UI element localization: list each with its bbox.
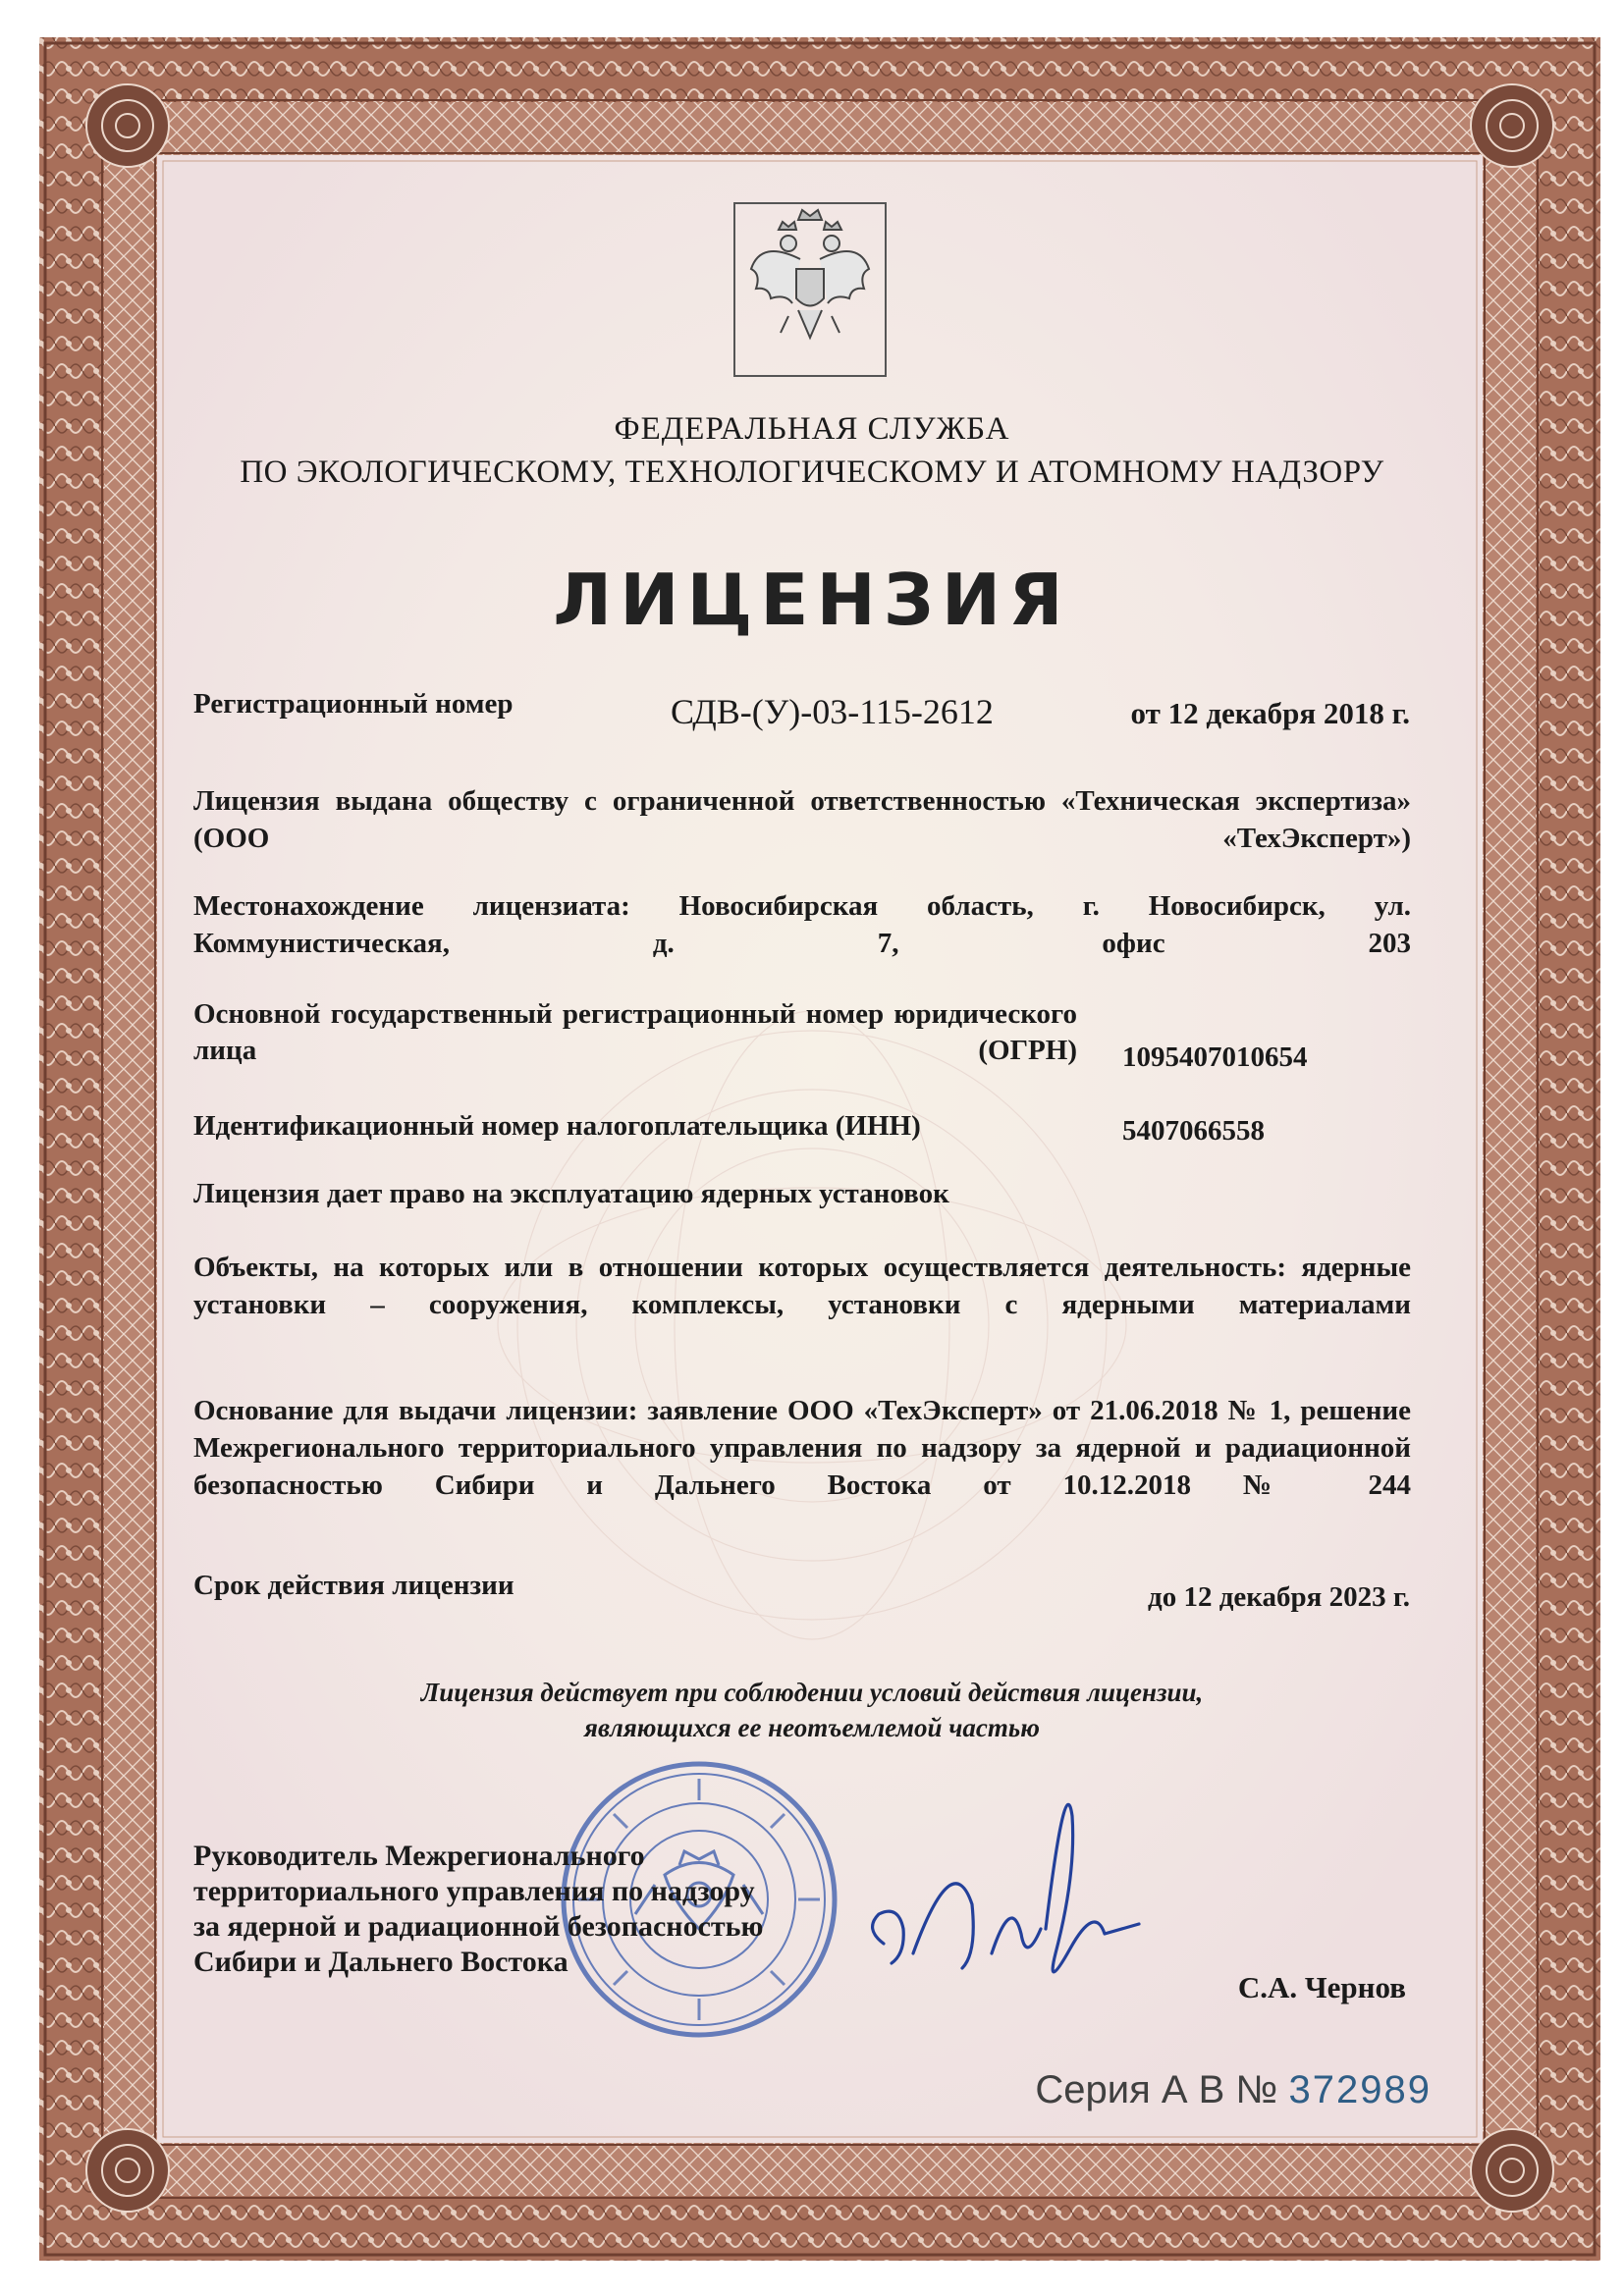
signer-name: С.А. Чернов <box>1237 1970 1406 2004</box>
signer-position-line2: территориального управления по надзору <box>193 1875 755 1907</box>
registration-date: от 12 декабря 2018 г. <box>1130 696 1410 730</box>
conditions-line2: являющихся ее неотъемлемой частью <box>584 1713 1040 1742</box>
serial-number-value: 372989 <box>1288 2068 1432 2111</box>
license-right: Лицензия дает право на эксплуатацию ядерных установок <box>193 1178 949 1209</box>
objects-paragraph: Объекты, на которых или в отношении которых осуществляется деятельность: ядерные установки – сооружения, комплексы, установки с ядерными материалами <box>193 1252 1411 1320</box>
signer-position-line3: за ядерной и радиационной безопасностью <box>193 1910 764 1943</box>
ogrn-value: 1095407010654 <box>1122 1041 1308 1073</box>
ogrn-label: Основной государственный регистрационный номер юридического лица (ОГРН) <box>193 998 1077 1066</box>
registration-number-value: СДВ-(У)-03-115-2612 <box>671 692 994 731</box>
conditions-line1: Лицензия действует при соблюдении условий действия лицензии, <box>420 1678 1204 1707</box>
licensee-location: Местонахождение лицензиата: Новосибирская область, г. Новосибирск, ул. Коммунистическая, д. 7, офис 203 <box>193 890 1411 959</box>
signer-position-line1: Руководитель Межрегионального <box>193 1840 645 1872</box>
signer-position-line4: Сибири и Дальнего Востока <box>193 1946 568 1978</box>
signer-position <box>193 1839 881 1980</box>
document-title: ЛИЦЕНЗИЯ <box>553 559 1071 641</box>
basis-paragraph: Основание для выдачи лицензии: заявление ООО «ТехЭксперт» от 21.06.2018 № 1, решение Межрегионального территориального управления по надзору за ядерной и радиационной безопасностью Сибири и Дальнего Востока от 10.12.2018 № 244 <box>193 1395 1411 1501</box>
validity-term-label: Срок действия лицензии <box>193 1570 514 1601</box>
signature-icon <box>844 1757 1168 2012</box>
serial-number <box>1035 2066 1432 2113</box>
registration-number-label: Регистрационный номер <box>193 688 514 720</box>
inn-value: 5407066558 <box>1122 1115 1265 1147</box>
agency-name-line1: ФЕДЕРАЛЬНАЯ СЛУЖБА <box>614 411 1010 447</box>
issued-to-paragraph: Лицензия выдана обществу с ограниченной ответственностью «Техническая экспертиза» (ООО «ТехЭксперт») <box>193 785 1411 854</box>
coat-of-arms-icon <box>731 200 889 379</box>
inn-label: Идентификационный номер налогоплательщика (ИНН) <box>193 1110 921 1142</box>
serial-prefix: Серия А В № <box>1035 2068 1278 2111</box>
agency-name-line2: ПО ЭКОЛОГИЧЕСКОМУ, ТЕХНОЛОГИЧЕСКОМУ И АТОМНОМУ НАДЗОРУ <box>240 454 1384 490</box>
validity-term-value: до 12 декабря 2023 г. <box>1148 1581 1410 1613</box>
license-conditions-note <box>0 1675 1624 1745</box>
